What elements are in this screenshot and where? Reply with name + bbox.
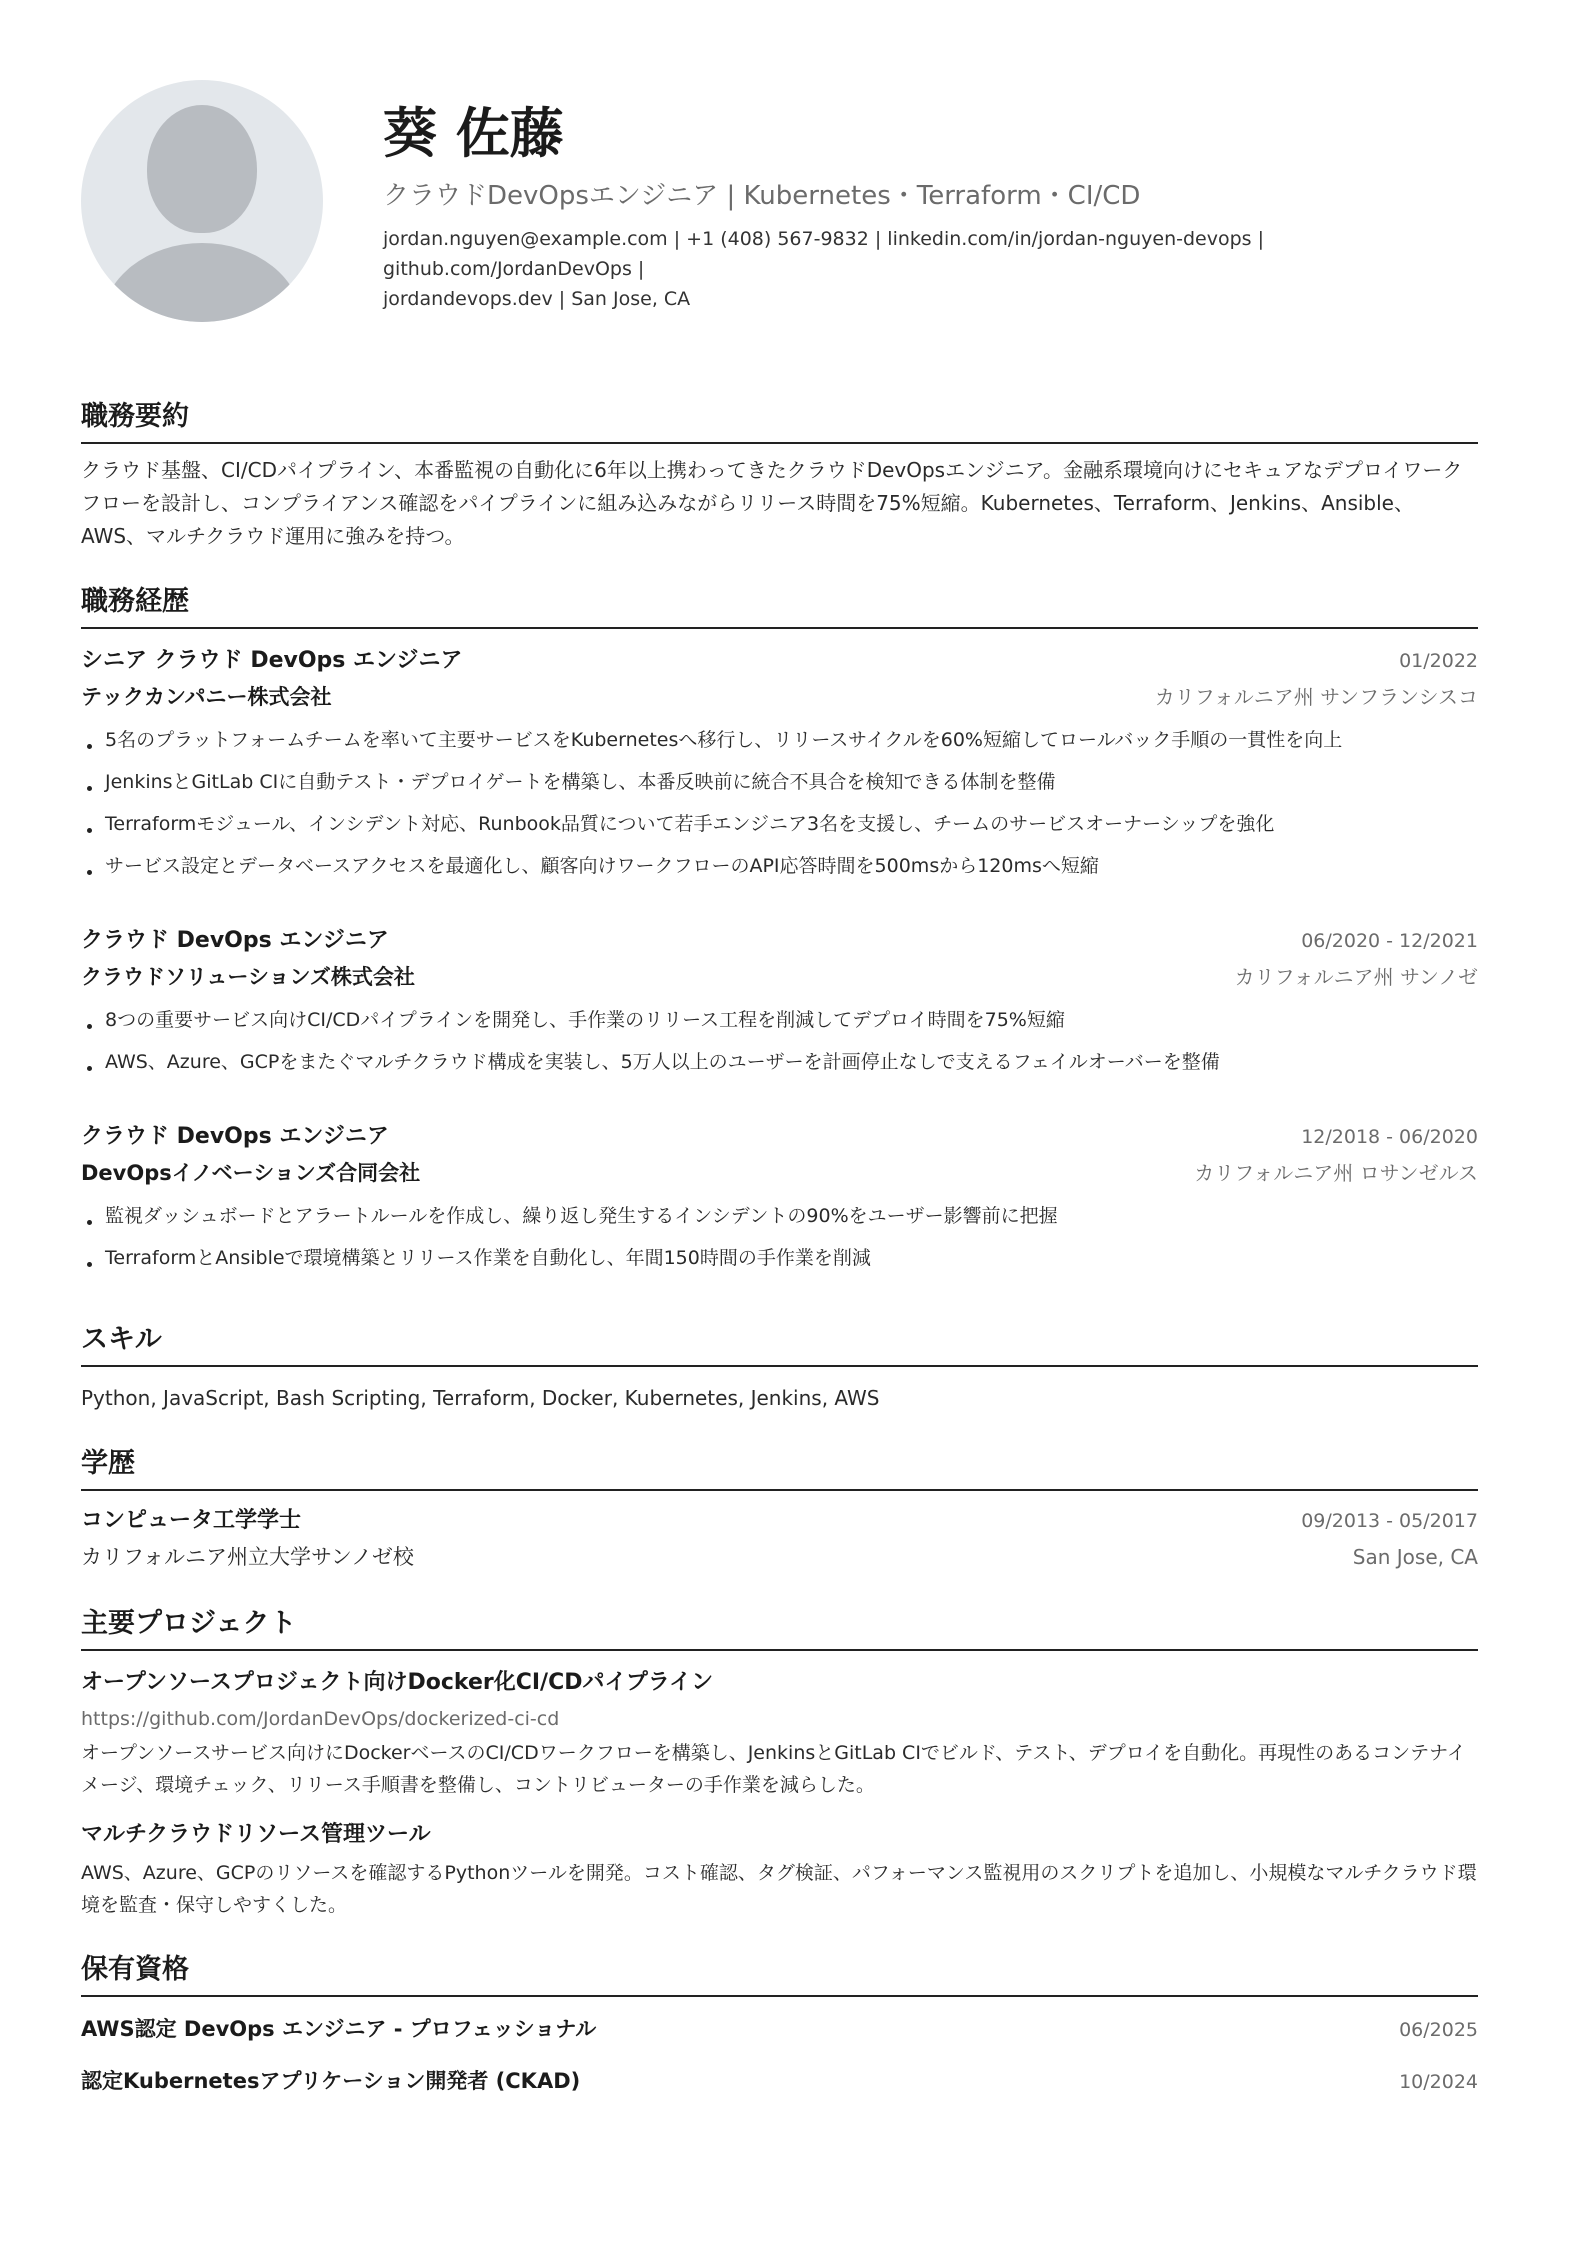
avatar-placeholder-icon — [81, 80, 323, 322]
avatar-head — [147, 105, 257, 233]
project-title: マルチクラウドリソース管理ツール — [81, 1822, 431, 1847]
avatar-body — [102, 243, 302, 322]
degree-name: コンピュータ工学学士 — [81, 1508, 302, 1533]
summary-text: クラウド基盤、CI/CDパイプライン、本番監視の自動化に6年以上携わってきたクラウドDevOpsエンジニア。金融系環境向けにセキュアなデプロイワークフローを設計し、コンプライアンス確認をパイプラインに組み込みながらリリース時間を75%短縮。Kubernetes、Terraform、Jenkins、Ansible、AWS、マルチクラウド運用に強みを持つ。 — [81, 458, 1463, 548]
contact-line-2: jordandevops.dev | San Jose, CA — [383, 288, 691, 310]
job-entry — [81, 923, 1478, 1083]
section-heading-projects: 主要プロジェクト — [81, 1605, 1478, 1651]
job-date: 12/2018 - 06/2020 — [1301, 1126, 1478, 1148]
company-name: クラウドソリューションズ株式会社 — [81, 965, 415, 989]
project-description: オープンソースサービス向けにDockerベースのCI/CDワークフローを構築し、JenkinsとGitLab CIでビルド、テスト、デプロイを自動化。再現性のあるコンテナイメージ、環境チェック、リリース手順書を整備し、コントリビューターの手作業を減らした。 — [81, 1742, 1466, 1796]
section-heading-education: 学歴 — [81, 1445, 1478, 1491]
job-location: カリフォルニア州 サンフランシスコ — [1154, 685, 1478, 709]
header-text — [383, 98, 1478, 314]
certification-date: 10/2024 — [1399, 2071, 1478, 2093]
skills-list: Python, JavaScript, Bash Scripting, Terraform, Docker, Kubernetes, Jenkins, AWS — [81, 1386, 880, 1410]
contact-line-1: jordan.nguyen@example.com | +1 (408) 567-9832 | linkedin.com/in/jordan-nguyen-devops | github.com/JordanDevOps | — [383, 228, 1265, 280]
experience-section — [81, 583, 1478, 1279]
bullet-item: 8つの重要サービス向けCI/CDパイプラインを開発し、手作業のリリース工程を削減してデプロイ時間を75%短縮 — [81, 999, 1478, 1041]
certification-date: 06/2025 — [1399, 2019, 1478, 2041]
job-bullets — [81, 719, 1478, 887]
school-name: カリフォルニア州立大学サンノゼ校 — [81, 1545, 414, 1569]
job-title: クラウド DevOps エンジニア — [81, 1124, 389, 1149]
resume-header — [81, 0, 1478, 360]
section-heading-certifications: 保有資格 — [81, 1951, 1478, 1997]
company-name: DevOpsイノベーションズ合同会社 — [81, 1161, 421, 1185]
bullet-item: 監視ダッシュボードとアラートルールを作成し、繰り返し発生するインシデントの90%をユーザー影響前に把握 — [81, 1195, 1478, 1237]
section-heading-experience: 職務経歴 — [81, 583, 1478, 629]
person-name: 葵 佐藤 — [383, 101, 564, 165]
project-title: オープンソースプロジェクト向けDocker化CI/CDパイプライン — [81, 1670, 714, 1695]
job-headline: クラウドDevOpsエンジニア | Kubernetes・Terraform・CI/CD — [383, 181, 1141, 211]
project-link[interactable]: https://github.com/JordanDevOps/dockerized-ci-cd — [81, 1708, 560, 1730]
project-item — [81, 1663, 1478, 1801]
job-title: シニア クラウド DevOps エンジニア — [81, 648, 463, 673]
job-title: クラウド DevOps エンジニア — [81, 928, 389, 953]
bullet-item: TerraformとAnsibleで環境構築とリリース作業を自動化し、年間150時間の手作業を削減 — [81, 1237, 1478, 1279]
job-entry — [81, 1119, 1478, 1279]
bullet-item: JenkinsとGitLab CIに自動テスト・デプロイゲートを構築し、本番反映前に統合不具合を検知できる体制を整備 — [81, 761, 1478, 803]
project-item — [81, 1815, 1478, 1921]
job-entry — [81, 643, 1478, 887]
bullet-item: Terraformモジュール、インシデント対応、Runbook品質について若手エンジニア3名を支援し、チームのサービスオーナーシップを強化 — [81, 803, 1478, 845]
job-location: カリフォルニア州 ロサンゼルス — [1194, 1161, 1478, 1185]
certification-name: AWS認定 DevOps エンジニア - プロフェッショナル — [81, 2017, 597, 2041]
education-date: 09/2013 - 05/2017 — [1301, 1510, 1478, 1532]
project-description: AWS、Azure、GCPのリソースを確認するPythonツールを開発。コスト確認、タグ検証、パフォーマンス監視用のスクリプトを追加し、小規模なマルチクラウド環境を監査・保守しやすくした。 — [81, 1862, 1477, 1916]
bullet-item: 5名のプラットフォームチームを率いて主要サービスをKubernetesへ移行し、リリースサイクルを60%短縮してロールバック手順の一貫性を向上 — [81, 719, 1478, 761]
education-location: San Jose, CA — [1352, 1545, 1478, 1569]
company-name: テックカンパニー株式会社 — [81, 685, 332, 709]
job-bullets — [81, 1195, 1478, 1279]
summary-section — [81, 398, 1478, 553]
job-date: 01/2022 — [1399, 650, 1478, 672]
section-heading-summary: 職務要約 — [81, 398, 1478, 444]
certifications-section — [81, 1951, 1478, 2107]
job-date: 06/2020 - 12/2021 — [1301, 930, 1478, 952]
section-heading-skills: スキル — [81, 1321, 1478, 1367]
bullet-item: サービス設定とデータベースアクセスを最適化し、顧客向けワークフローのAPI応答時間を500msから120msへ短縮 — [81, 845, 1478, 887]
contact-info — [383, 224, 1478, 314]
certification-name: 認定Kubernetesアプリケーション開発者 (CKAD) — [81, 2069, 581, 2093]
projects-section — [81, 1605, 1478, 1921]
education-section — [81, 1445, 1478, 1575]
skills-section — [81, 1321, 1478, 1415]
bullet-item: AWS、Azure、GCPをまたぐマルチクラウド構成を実装し、5万人以上のユーザーを計画停止なしで支えるフェイルオーバーを整備 — [81, 1041, 1478, 1083]
job-location: カリフォルニア州 サンノゼ — [1234, 965, 1478, 989]
job-bullets — [81, 999, 1478, 1083]
